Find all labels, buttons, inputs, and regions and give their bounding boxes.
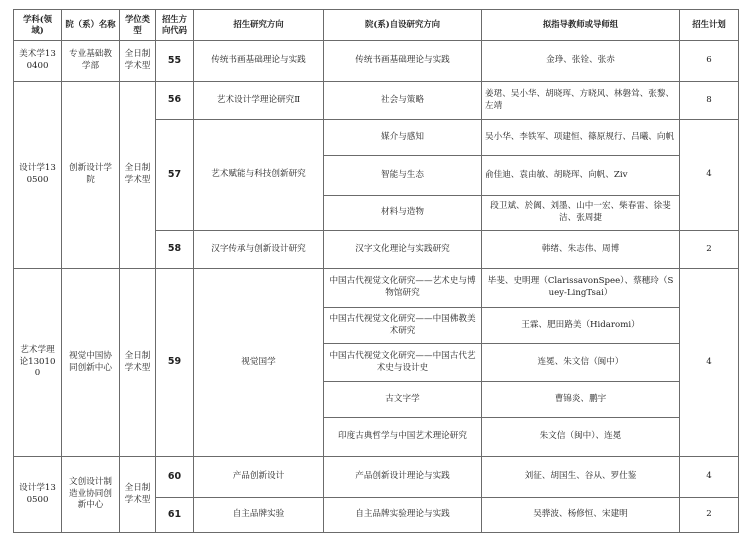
- code-cell: 55: [156, 41, 194, 82]
- advisors-cell: 段卫斌、於阗、刘墨、山中一宏、柴春雷、徐斐洁、张周捷: [482, 196, 680, 231]
- degree-type-cell: 全日制学术型: [120, 82, 156, 269]
- code-cell: 59: [156, 269, 194, 457]
- direction-cell: 自主品牌实验: [194, 498, 324, 533]
- advisors-cell: 毕斐、史明理（ClarissavonSpee）、蔡穗玲（Suey-LingTsai）: [482, 269, 680, 308]
- code-cell: 57: [156, 120, 194, 231]
- header-discipline: 学科(领域): [14, 10, 62, 41]
- table-row: [14, 41, 739, 82]
- discipline-cell: 艺术学理论130100: [14, 269, 62, 457]
- discipline-cell: 设计学130500: [14, 457, 62, 533]
- code-cell: 61: [156, 498, 194, 533]
- self-direction-cell: 产品创新设计理论与实践: [324, 457, 482, 498]
- advisors-cell: 连冕、朱文信（闽中）: [482, 344, 680, 382]
- self-direction-cell: 中国古代视觉文化研究——中国佛教美术研究: [324, 308, 482, 344]
- code-cell: 60: [156, 457, 194, 498]
- self-direction-cell: 中国古代视觉文化研究——中国古代艺术史与设计史: [324, 344, 482, 382]
- self-direction-cell: 汉字文化理论与实践研究: [324, 231, 482, 269]
- department-cell: 专业基础教学部: [62, 41, 120, 82]
- plan-cell: 2: [680, 231, 739, 269]
- self-direction-cell: 智能与生态: [324, 156, 482, 196]
- self-direction-cell: 媒介与感知: [324, 120, 482, 156]
- self-direction-cell: 社会与策略: [324, 82, 482, 120]
- advisors-cell: 吴骅波、杨修恒、宋建明: [482, 498, 680, 533]
- table-row: [14, 82, 739, 120]
- degree-type-cell: 全日制学术型: [120, 41, 156, 82]
- advisors-cell: 韩绪、朱志伟、周博: [482, 231, 680, 269]
- header-direction: 招生研究方向: [194, 10, 324, 41]
- discipline-cell: 美术学130400: [14, 41, 62, 82]
- discipline-cell: 设计学130500: [14, 82, 62, 269]
- plan-cell: 6: [680, 41, 739, 82]
- degree-type-cell: 全日制学术型: [120, 269, 156, 457]
- header-advisors: 拟指导教师或导师组: [482, 10, 680, 41]
- advisors-cell: 姜珺、吴小华、胡晓珲、方晓风、林磐耸、张黎、左靖: [482, 82, 680, 120]
- header-plan: 招生计划: [680, 10, 739, 41]
- plan-cell: 4: [680, 269, 739, 457]
- direction-cell: 视觉国学: [194, 269, 324, 457]
- self-direction-cell: 材料与造物: [324, 196, 482, 231]
- direction-cell: 传统书画基础理论与实践: [194, 41, 324, 82]
- header-department: 院（系）名称: [62, 10, 120, 41]
- code-cell: 58: [156, 231, 194, 269]
- plan-cell: 4: [680, 457, 739, 498]
- self-direction-cell: 传统书画基础理论与实践: [324, 41, 482, 82]
- direction-cell: 产品创新设计: [194, 457, 324, 498]
- self-direction-cell: 中国古代视觉文化研究——艺术史与博物馆研究: [324, 269, 482, 308]
- direction-cell: 艺术赋能与科技创新研究: [194, 120, 324, 231]
- advisors-cell: 朱文信（闽中）、连冕: [482, 418, 680, 457]
- advisors-cell: 吴小华、李铁军、项建恒、篠原规行、吕曦、向帆: [482, 120, 680, 156]
- table-row: [14, 269, 739, 308]
- department-cell: 创新设计学院: [62, 82, 120, 269]
- advisors-cell: 曹锦炎、鹏宇: [482, 382, 680, 418]
- code-cell: 56: [156, 82, 194, 120]
- direction-cell: 汉字传承与创新设计研究: [194, 231, 324, 269]
- degree-type-cell: 全日制学术型: [120, 457, 156, 533]
- header-row: [14, 10, 739, 41]
- table-row: [14, 457, 739, 498]
- department-cell: 视觉中国协同创新中心: [62, 269, 120, 457]
- header-code: 招生方向代码: [156, 10, 194, 41]
- self-direction-cell: 自主品牌实验理论与实践: [324, 498, 482, 533]
- header-self-direction: 院(系)自设研究方向: [324, 10, 482, 41]
- self-direction-cell: 古文字学: [324, 382, 482, 418]
- admissions-table: [13, 9, 739, 533]
- direction-cell: 艺术设计学理论研究Ⅱ: [194, 82, 324, 120]
- advisors-cell: 刘征、胡国生、谷从、罗仕鉴: [482, 457, 680, 498]
- advisors-cell: 俞佳迪、袁由敏、胡晓珲、向帆、Ziv: [482, 156, 680, 196]
- plan-cell: 8: [680, 82, 739, 120]
- plan-cell: 4: [680, 120, 739, 231]
- header-degree-type: 学位类型: [120, 10, 156, 41]
- advisors-cell: 王霖、肥田路美（Hidaromi）: [482, 308, 680, 344]
- advisors-cell: 金琤、张铨、张赤: [482, 41, 680, 82]
- self-direction-cell: 印度古典哲学与中国艺术理论研究: [324, 418, 482, 457]
- department-cell: 文创设计制造业协同创新中心: [62, 457, 120, 533]
- plan-cell: 2: [680, 498, 739, 533]
